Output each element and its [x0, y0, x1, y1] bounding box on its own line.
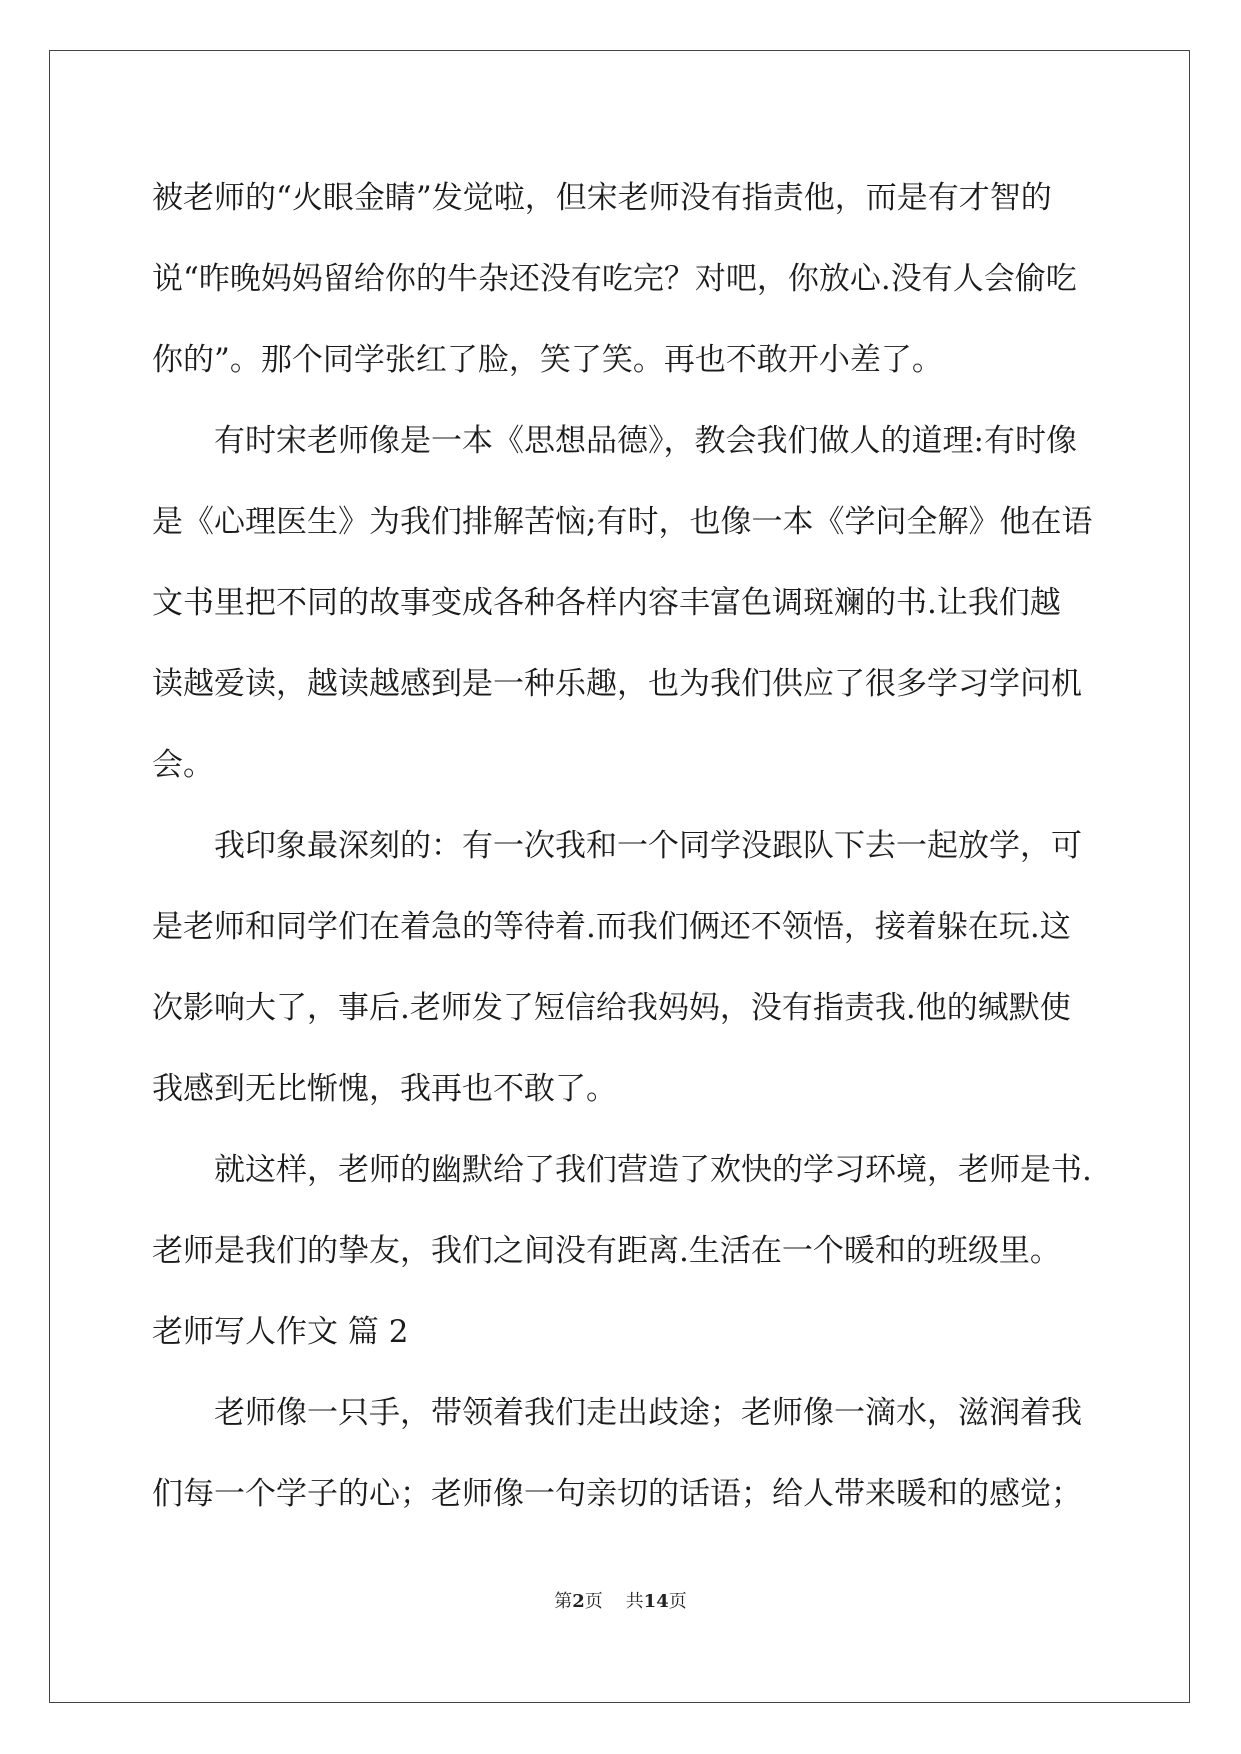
total-pages: 14	[643, 1591, 669, 1612]
text-line: 是《心理医生》为我们排解苦恼;有时，也像一本《学问全解》他在语	[152, 504, 1093, 540]
text-line: 读越爱读，越读越感到是一种乐趣，也为我们供应了很多学习学问机	[152, 666, 1082, 702]
text-line: 老师像一只手，带领着我们走出歧途；老师像一滴水，滋润着我	[214, 1395, 1082, 1431]
footer-total-unit: 页	[668, 1591, 687, 1612]
section-heading: 老师写人作文 篇 2	[152, 1314, 409, 1350]
paragraph-1	[152, 158, 1092, 401]
footer-prefix: 第	[554, 1591, 573, 1612]
text-line: 我印象最深刻的：有一次我和一个同学没跟队下去一起放学，可	[214, 828, 1082, 864]
footer-total-prefix: 共	[625, 1591, 644, 1612]
paragraph-5	[152, 1373, 1092, 1535]
text-line: 就这样，老师的幽默给了我们营造了欢快的学习环境，老师是书.	[214, 1152, 1092, 1188]
text-line: 们每一个学子的心；老师像一句亲切的话语；给人带来暖和的感觉；	[152, 1476, 1082, 1512]
page-footer	[0, 1587, 1241, 1613]
text-line: 次影响大了，事后.老师发了短信给我妈妈，没有指责我.他的缄默使	[152, 990, 1071, 1026]
text-line: 被老师的“火眼金睛”发觉啦，但宋老师没有指责他，而是有才智的	[152, 180, 1052, 216]
text-line: 文书里把不同的故事变成各种各样内容丰富色调斑斓的书.让我们越	[152, 585, 1061, 621]
text-line: 你的”。那个同学张红了脸，笑了笑。再也不敢开小差了。	[152, 342, 943, 378]
paragraph-2	[152, 401, 1092, 806]
text-line: 老师是我们的挚友，我们之间没有距离.生活在一个暖和的班级里。	[152, 1233, 1061, 1269]
document-body	[152, 158, 1092, 1535]
text-line: 有时宋老师像是一本《思想品德》，教会我们做人的道理:有时像	[214, 423, 1077, 459]
text-line: 会。	[152, 747, 214, 783]
paragraph-4	[152, 1130, 1092, 1292]
footer-page-unit: 页	[584, 1591, 603, 1612]
text-line: 我感到无比惭愧，我再也不敢了。	[152, 1071, 617, 1107]
page-number: 2	[572, 1591, 585, 1612]
text-line: 是老师和同学们在着急的等待着.而我们俩还不领悟，接着躲在玩.这	[152, 909, 1071, 945]
paragraph-3	[152, 806, 1092, 1130]
text-line: 说“昨晚妈妈留给你的牛杂还没有吃完？对吧，你放心.没有人会偷吃	[152, 261, 1077, 297]
